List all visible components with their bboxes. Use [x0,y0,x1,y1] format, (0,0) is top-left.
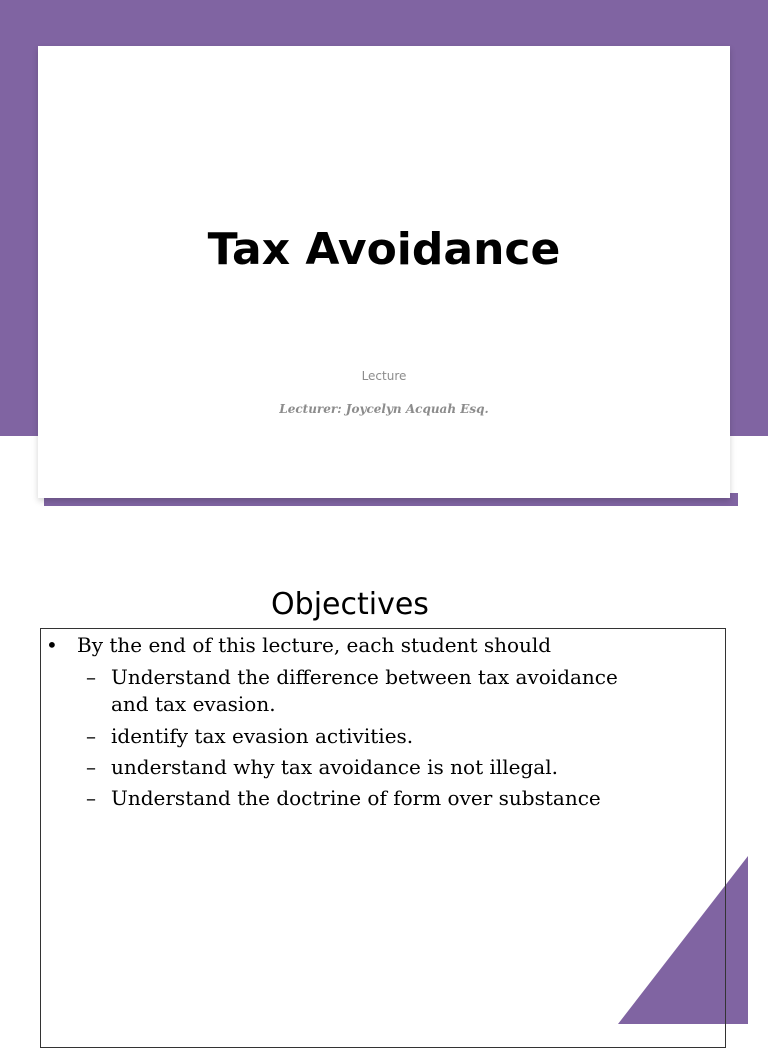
objective-item-3: understand why tax avoidance is not illegal. [111,755,558,779]
objective-item-1-line2: and tax evasion. [111,692,276,716]
dash-icon: – [86,724,96,748]
dash-icon: – [86,786,96,810]
objective-item-1-line1: Understand the difference between tax avoidance [111,665,618,689]
dash-icon: – [86,755,96,779]
objectives-intro: By the end of this lecture, each student should [77,633,552,657]
bullet-icon: • [46,633,58,657]
objectives-title: Objectives [271,587,429,622]
objective-item-2: identify tax evasion activities. [111,724,414,748]
slide-subtitle: Lecture [361,369,407,383]
slide-title: Tax Avoidance [207,224,561,275]
lecturer-name: Lecturer: Joycelyn Acquah Esq. [279,402,489,416]
objective-item-4: Understand the doctrine of form over substance [111,786,601,810]
dash-icon: – [86,665,96,689]
